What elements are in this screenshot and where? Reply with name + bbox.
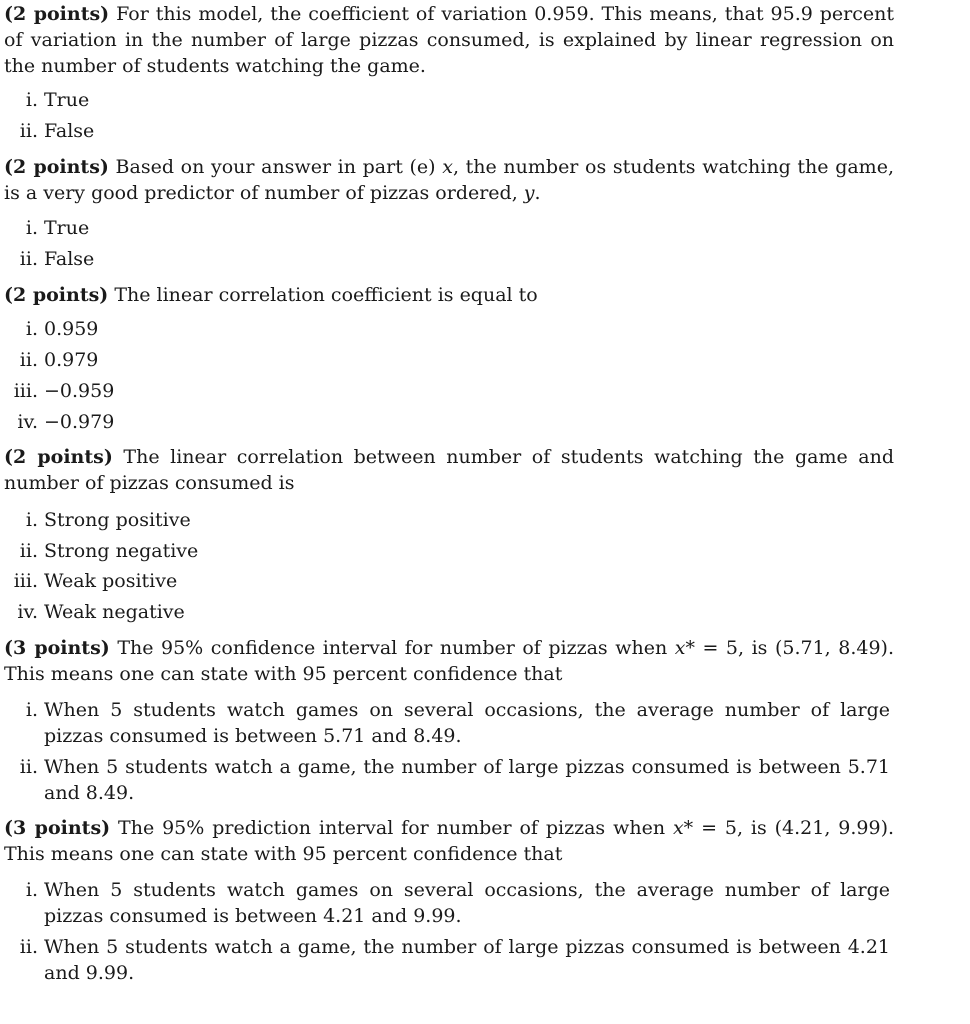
question-4-text: The linear correlation between number of students watching the game and number of pizzas consumed is: [4, 446, 895, 494]
option-number: i.: [25, 217, 38, 239]
option-text: Weak positive: [44, 570, 178, 592]
option-number: ii.: [19, 756, 38, 778]
question-6-var-xstar: x*: [672, 817, 694, 839]
option-text: −0.959: [44, 380, 115, 402]
question-3-text: The linear correlation coefficient is equal to: [114, 284, 538, 306]
option-text: When 5 students watch games on several occasions, the average number of large pizzas consumed is between 5.71 and 8.49.: [44, 699, 890, 747]
question-2-var-y: y: [523, 182, 535, 204]
option-number: ii.: [19, 540, 38, 562]
option-text: Strong negative: [44, 540, 199, 562]
question-1-text: For this model, the coefficient of variation 0.959. This means, that 95.9 percent of variation in the number of large pizzas consumed, is explained by linear regression on the number of students watching the game.: [4, 3, 895, 77]
question-5-var-xstar: x*: [674, 637, 695, 659]
question-2-var-x: x: [442, 156, 453, 178]
option-text: −0.979: [44, 411, 115, 433]
option-text: Weak negative: [44, 601, 185, 623]
question-5-text-a: The 95% confidence interval for number of pizzas when: [117, 637, 675, 659]
option-number: i.: [25, 318, 38, 340]
question-2-text-a: Based on your answer in part (e): [115, 156, 443, 178]
option-text: Strong positive: [44, 509, 191, 531]
option-number: i.: [25, 89, 38, 111]
option-text: When 5 students watch games on several occasions, the average number of large pizzas consumed is between 4.21 and 9.99.: [44, 879, 890, 927]
option-number: ii.: [19, 936, 38, 958]
option-number: ii.: [19, 248, 38, 270]
option-number: iv.: [17, 411, 38, 433]
option-number: ii.: [19, 349, 38, 371]
question-5-stem: [4, 635, 894, 687]
option-text: True: [44, 217, 90, 239]
option-text: When 5 students watch a game, the number of large pizzas consumed is between 5.71 and 8.49.: [44, 756, 890, 804]
option-text: When 5 students watch a game, the number of large pizzas consumed is between 4.21 and 9.99.: [44, 936, 890, 984]
option-text: 0.959: [44, 318, 99, 340]
question-6-points: (3 points): [4, 817, 111, 839]
question-5-points: (3 points): [4, 637, 110, 659]
option-text: False: [44, 248, 95, 270]
question-3-points: (2 points): [4, 284, 109, 306]
question-6-text-a: The 95% prediction interval for number of pizzas when: [118, 817, 673, 839]
option-number: iii.: [13, 570, 38, 592]
question-4-points: (2 points): [4, 446, 113, 468]
question-4-stem: [4, 444, 894, 496]
question-1-stem: [4, 1, 894, 79]
option-number: i.: [25, 879, 38, 901]
option-text: False: [44, 120, 95, 142]
option-number: iv.: [17, 601, 38, 623]
question-2-text-b: , the number os students watching the game, is a very good predictor of number of pizzas ordered,: [4, 156, 894, 204]
question-6-stem: [4, 815, 894, 867]
option-text: 0.979: [44, 349, 99, 371]
option-number: ii.: [19, 120, 38, 142]
question-3-stem: [4, 282, 894, 308]
question-6-text-b: = 5, is (4.21, 9.99). This means one can state with 95 percent confidence that: [4, 817, 895, 865]
question-2-text-c: .: [534, 182, 541, 204]
question-2-points: (2 points): [4, 156, 109, 178]
question-1-points: (2 points): [4, 3, 110, 25]
question-5-text-b: = 5, is (5.71, 8.49). This means one can state with 95 percent confidence that: [4, 637, 894, 685]
question-2-stem: [4, 154, 894, 206]
option-number: iii.: [13, 380, 38, 402]
option-number: i.: [25, 699, 38, 721]
option-text: True: [44, 89, 90, 111]
option-number: i.: [25, 509, 38, 531]
